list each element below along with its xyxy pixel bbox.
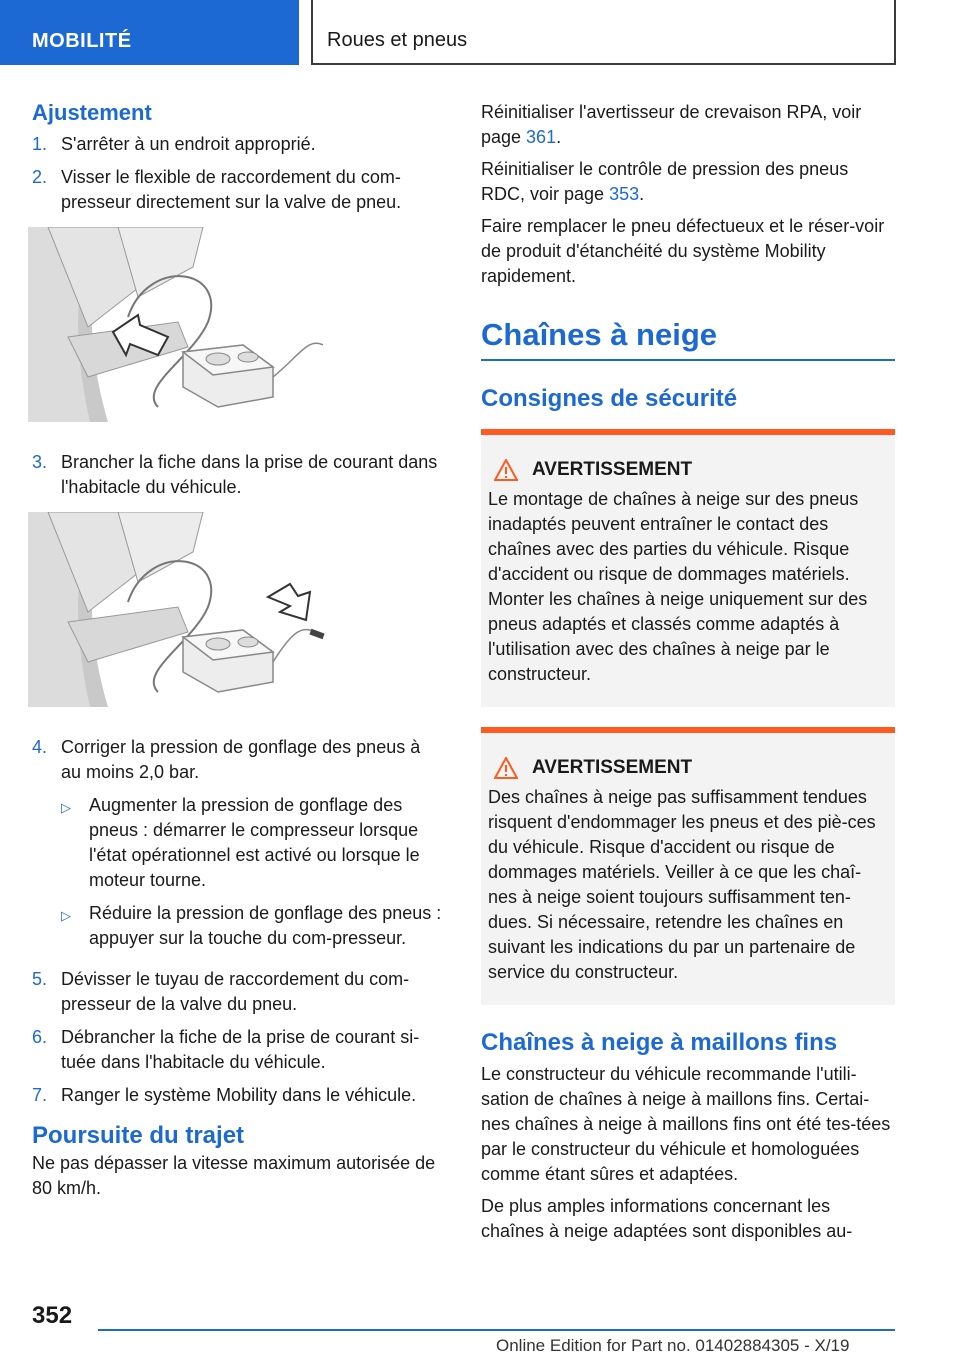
right-column <box>481 100 895 1251</box>
step-item <box>32 1083 442 1108</box>
warning-box-2 <box>481 727 895 1005</box>
fine-chains-text-2: De plus amples informations concernant les chaînes à neige adaptées sont disponibles au- <box>481 1196 853 1242</box>
triangle-right-icon: ▷ <box>61 908 71 923</box>
chains-heading-block <box>481 317 895 361</box>
sub-bullet-item <box>61 793 442 893</box>
edition-text: Online Edition for Part no. 01402884305 - X/19 <box>496 1336 850 1355</box>
heading-snow-chains: Chaînes à neige <box>481 317 718 352</box>
step-text: S'arrêter à un endroit approprié. <box>61 134 316 154</box>
warning-box-1 <box>481 429 895 707</box>
rdc-reset-text: Réinitialiser le contrôle de pression des pneus RDC, voir page 353. <box>481 159 849 204</box>
step-item <box>32 735 442 959</box>
steps-list-3 <box>32 450 442 500</box>
step-text: Corriger la pression de gonflage des pneus à au moins 2,0 bar. <box>61 737 421 782</box>
step-item <box>32 132 442 157</box>
page-link-353[interactable]: 353 <box>609 184 640 204</box>
left-column <box>32 100 442 1208</box>
replace-tire-text: Faire remplacer le pneu défectueux et le réser-voir de produit d'étanchéité du système Mobility rapidement. <box>481 216 885 286</box>
fine-chains-text-1: Le constructeur du véhicule recommande l'utili-sation de chaînes à neige à maillons fins. Certai-nes chaînes à neige à maillons fins ont été tes-tées par le constructeur du véhicule et homologuées comme étant sûres et adaptées. <box>481 1064 891 1185</box>
step-text: Ranger le système Mobility dans le véhicule. <box>61 1085 417 1105</box>
step-number: 7. <box>32 1085 48 1105</box>
rpa-reset-label: Réinitialiser l'avertisseur de crevaison RPA, voir page <box>481 102 862 147</box>
step-number: 2. <box>32 167 48 187</box>
warning-triangle-icon <box>494 757 518 779</box>
sub-bullet-text: Réduire la pression de gonflage des pneus : appuyer sur la touche du com-presseur. <box>89 903 442 948</box>
heading-continue: Poursuite du trajet <box>32 1122 245 1149</box>
sub-bullet-item <box>61 901 442 951</box>
continue-text: Ne pas dépasser la vitesse maximum autorisée de 80 km/h. <box>32 1152 436 1198</box>
warning-text: Le montage de chaînes à neige sur des pneus inadaptés peuvent entraîner le contact des chaînes avec des parties du véhicule. Risque d'accident ou risque de dommages matériels. Monter les chaînes à neige uniquement sur des pneus adaptés et classés comme adaptés à l'utilisation avec des chaînes à neige par le constructeur. <box>488 489 868 685</box>
step-item <box>32 1025 442 1075</box>
step-number: 1. <box>32 134 48 154</box>
step-number: 5. <box>32 969 48 989</box>
heading-safety: Consignes de sécurité <box>481 384 738 412</box>
step-text: Dévisser le tuyau de raccordement du com-presseur de la valve du pneu. <box>61 969 410 1014</box>
compressor-valve-figure <box>28 227 328 422</box>
heading-fine-chains: Chaînes à neige à maillons fins <box>481 1029 838 1057</box>
chapter-title: Roues et pneus <box>311 0 896 65</box>
step-item <box>32 165 442 215</box>
heading-rule <box>481 359 895 361</box>
page-link-361[interactable]: 361 <box>526 127 557 147</box>
triangle-right-icon: ▷ <box>61 800 71 815</box>
step-number: 3. <box>32 452 48 472</box>
step-number: 6. <box>32 1027 48 1047</box>
warning-text: Des chaînes à neige pas suffisamment tendues risquent d'endommager les pneus et des piè-ces du véhicule. Risque d'accident ou risque de dommages matériels. Veiller à ce que les chaî-nes à neige soient toujours suffisamment ten-dues. Si nécessaire, retendre les chaînes en suivant les indications du par un partenaire de service du constructeur. <box>488 787 876 983</box>
heading-adjust: Ajustement <box>32 100 152 125</box>
footer-rule <box>98 1329 895 1331</box>
rdc-reset-label: Réinitialiser le contrôle de pression des pneus RDC, voir page <box>481 159 849 204</box>
warning-title: AVERTISSEMENT <box>532 459 693 481</box>
step-number: 4. <box>32 737 48 757</box>
warning-header <box>488 757 887 779</box>
sub-bullet-list <box>61 793 442 951</box>
page-number: 352 <box>32 1302 73 1329</box>
compressor-plug-figure <box>28 512 328 707</box>
warning-triangle-icon <box>494 459 518 481</box>
sub-bullet-text: Augmenter la pression de gonflage des pneus : démarrer le compresseur lorsque l'état opérationnel est activé ou lorsque le moteur tourne. <box>89 795 420 890</box>
section-tab: MOBILITÉ <box>0 0 299 65</box>
step-text: Débrancher la fiche de la prise de courant si-tuée dans l'habitacle du véhicule. <box>61 1027 420 1072</box>
step-text: Brancher la fiche dans la prise de courant dans l'habitacle du véhicule. <box>61 452 438 497</box>
step-item <box>32 450 442 500</box>
steps-list-b <box>32 735 442 1108</box>
rpa-reset-text: Réinitialiser l'avertisseur de crevaison RPA, voir page 361. <box>481 102 862 147</box>
warning-header <box>488 459 887 481</box>
steps-list-a <box>32 132 442 215</box>
warning-title: AVERTISSEMENT <box>532 757 693 779</box>
step-text: Visser le flexible de raccordement du com-presseur directement sur la valve de pneu. <box>61 167 402 212</box>
step-item <box>32 967 442 1017</box>
